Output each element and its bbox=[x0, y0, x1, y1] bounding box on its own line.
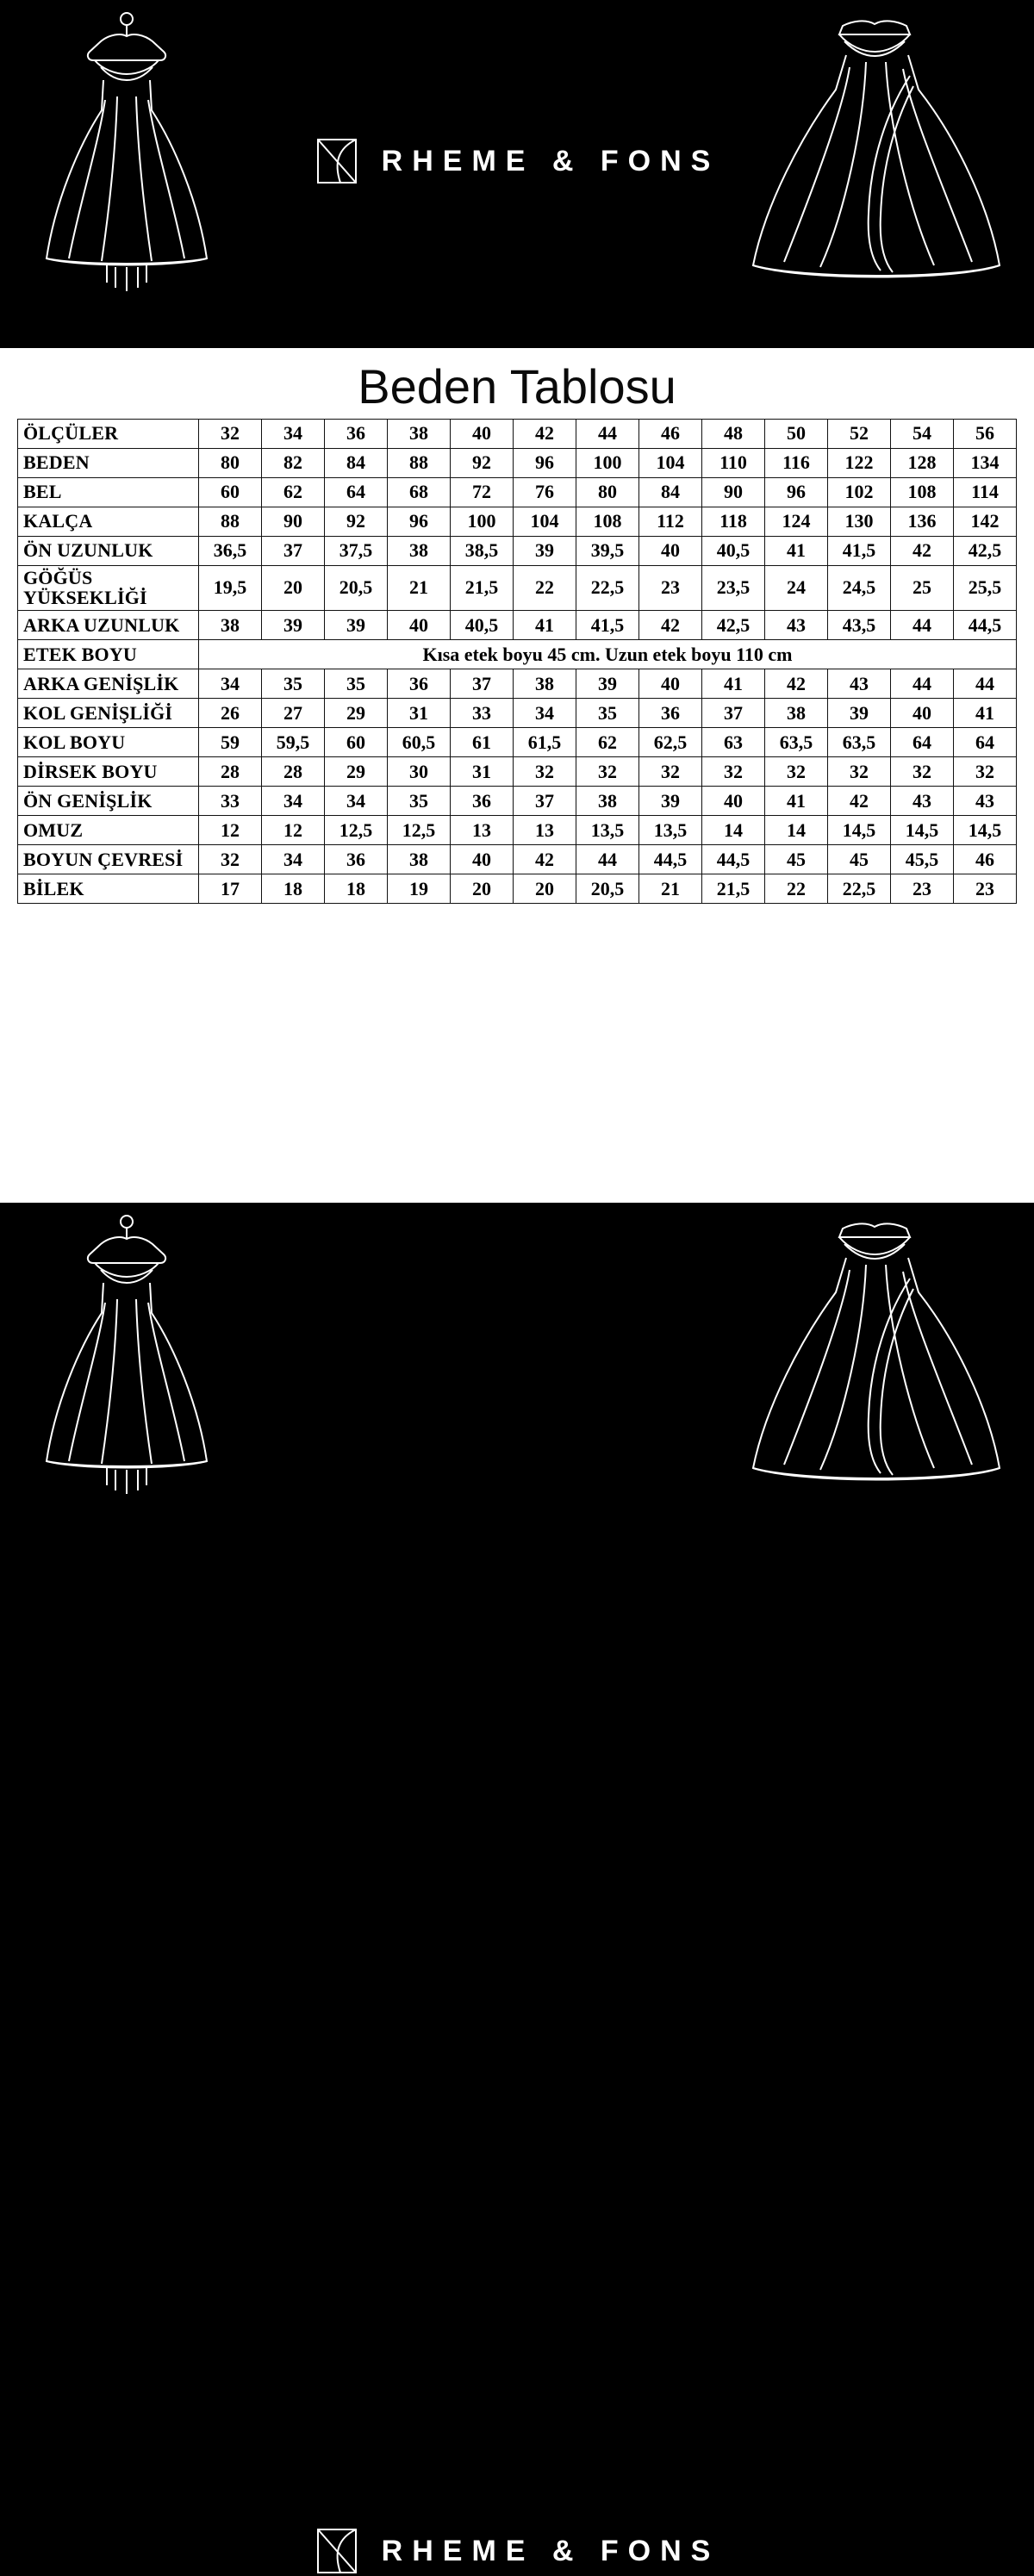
cell: 38 bbox=[576, 787, 639, 816]
cell: 38 bbox=[514, 669, 576, 699]
cell: 88 bbox=[388, 448, 451, 477]
brand-name-bottom: RHEME & FONS bbox=[381, 2534, 720, 2567]
cell: 27 bbox=[262, 699, 325, 728]
cell: 21 bbox=[388, 565, 451, 611]
cell: 82 bbox=[262, 448, 325, 477]
rheme-fons-monogram-icon-bottom bbox=[315, 2526, 359, 2576]
size-table bbox=[17, 419, 1017, 905]
cell: 134 bbox=[954, 448, 1017, 477]
cell: 128 bbox=[891, 448, 954, 477]
cell: 64 bbox=[325, 477, 388, 507]
top-banner bbox=[0, 0, 1034, 348]
cell: 40 bbox=[891, 699, 954, 728]
cell: 40 bbox=[451, 845, 514, 874]
cell: 13,5 bbox=[639, 816, 702, 845]
cell: 38 bbox=[388, 536, 451, 565]
row-label: OMUZ bbox=[18, 816, 199, 845]
cell: 41 bbox=[514, 611, 576, 640]
header-size: 38 bbox=[388, 419, 451, 448]
cell-skirt-note: Kısa etek boyu 45 cm. Uzun etek boyu 110 cm bbox=[199, 640, 1017, 669]
cell: 61,5 bbox=[514, 728, 576, 757]
cell: 14,5 bbox=[828, 816, 891, 845]
cell: 41 bbox=[765, 536, 828, 565]
cell: 38 bbox=[388, 845, 451, 874]
cell: 96 bbox=[514, 448, 576, 477]
table-row bbox=[18, 565, 1017, 611]
table-row bbox=[18, 787, 1017, 816]
cell: 35 bbox=[388, 787, 451, 816]
row-label: ARKA UZUNLUK bbox=[18, 611, 199, 640]
row-label: ÖN UZUNLUK bbox=[18, 536, 199, 565]
cell: 37,5 bbox=[325, 536, 388, 565]
header-size: 56 bbox=[954, 419, 1017, 448]
cell: 12 bbox=[262, 816, 325, 845]
cell: 41,5 bbox=[828, 536, 891, 565]
cell: 40,5 bbox=[702, 536, 765, 565]
table-row bbox=[18, 874, 1017, 904]
cell: 142 bbox=[954, 507, 1017, 536]
cell: 14 bbox=[702, 816, 765, 845]
table-row bbox=[18, 536, 1017, 565]
cell: 32 bbox=[576, 757, 639, 787]
cell: 43,5 bbox=[828, 611, 891, 640]
cell: 63,5 bbox=[765, 728, 828, 757]
cell: 104 bbox=[514, 507, 576, 536]
header-size: 32 bbox=[199, 419, 262, 448]
cell: 41 bbox=[702, 669, 765, 699]
cell: 20 bbox=[262, 565, 325, 611]
cell: 20,5 bbox=[576, 874, 639, 904]
cell: 104 bbox=[639, 448, 702, 477]
cell: 14 bbox=[765, 816, 828, 845]
table-row bbox=[18, 699, 1017, 728]
cell: 60 bbox=[199, 477, 262, 507]
cell: 42 bbox=[514, 845, 576, 874]
cell: 36,5 bbox=[199, 536, 262, 565]
header-size: 42 bbox=[514, 419, 576, 448]
cell: 62,5 bbox=[639, 728, 702, 757]
cell: 14,5 bbox=[954, 816, 1017, 845]
cell: 80 bbox=[576, 477, 639, 507]
cell: 24 bbox=[765, 565, 828, 611]
cell: 36 bbox=[451, 787, 514, 816]
cell: 41 bbox=[954, 699, 1017, 728]
brand-lockup-bottom bbox=[0, 2526, 1034, 2576]
cell: 40 bbox=[639, 536, 702, 565]
cell: 96 bbox=[765, 477, 828, 507]
row-label: ÖN GENİŞLİK bbox=[18, 787, 199, 816]
cell: 41,5 bbox=[576, 611, 639, 640]
cell: 122 bbox=[828, 448, 891, 477]
cell: 32 bbox=[828, 757, 891, 787]
cell: 114 bbox=[954, 477, 1017, 507]
header-measures: ÖLÇÜLER bbox=[18, 419, 199, 448]
cell: 136 bbox=[891, 507, 954, 536]
cell: 13 bbox=[451, 816, 514, 845]
cell: 13,5 bbox=[576, 816, 639, 845]
cell: 39 bbox=[576, 669, 639, 699]
row-label: BEL bbox=[18, 477, 199, 507]
cell: 63,5 bbox=[828, 728, 891, 757]
cell: 22 bbox=[765, 874, 828, 904]
cell: 28 bbox=[262, 757, 325, 787]
cell: 80 bbox=[199, 448, 262, 477]
cell: 39 bbox=[514, 536, 576, 565]
cell: 64 bbox=[891, 728, 954, 757]
cell: 84 bbox=[639, 477, 702, 507]
row-label: KOL GENİŞLİĞİ bbox=[18, 699, 199, 728]
cell: 72 bbox=[451, 477, 514, 507]
cell: 100 bbox=[451, 507, 514, 536]
cell: 38 bbox=[765, 699, 828, 728]
cell: 43 bbox=[891, 787, 954, 816]
cell: 76 bbox=[514, 477, 576, 507]
header-size: 36 bbox=[325, 419, 388, 448]
cell: 44,5 bbox=[639, 845, 702, 874]
cell: 32 bbox=[199, 845, 262, 874]
cell: 118 bbox=[702, 507, 765, 536]
cell: 59,5 bbox=[262, 728, 325, 757]
cell: 43 bbox=[954, 787, 1017, 816]
cell: 37 bbox=[702, 699, 765, 728]
cell: 20 bbox=[451, 874, 514, 904]
cell: 68 bbox=[388, 477, 451, 507]
cell: 45 bbox=[765, 845, 828, 874]
cell: 36 bbox=[388, 669, 451, 699]
cell: 25,5 bbox=[954, 565, 1017, 611]
cell: 14,5 bbox=[891, 816, 954, 845]
cell: 100 bbox=[576, 448, 639, 477]
rheme-fons-monogram-icon bbox=[315, 136, 359, 186]
cell: 35 bbox=[262, 669, 325, 699]
cell: 40,5 bbox=[451, 611, 514, 640]
header-size: 48 bbox=[702, 419, 765, 448]
cell: 42 bbox=[828, 787, 891, 816]
cell: 23,5 bbox=[702, 565, 765, 611]
table-header-row bbox=[18, 419, 1017, 448]
cell: 62 bbox=[576, 728, 639, 757]
cell: 33 bbox=[199, 787, 262, 816]
cell: 108 bbox=[576, 507, 639, 536]
cell: 90 bbox=[702, 477, 765, 507]
cell: 12,5 bbox=[325, 816, 388, 845]
table-row bbox=[18, 477, 1017, 507]
table-row bbox=[18, 669, 1017, 699]
cell: 29 bbox=[325, 699, 388, 728]
header-size: 40 bbox=[451, 419, 514, 448]
cell: 92 bbox=[325, 507, 388, 536]
cell: 32 bbox=[702, 757, 765, 787]
cell: 22 bbox=[514, 565, 576, 611]
cell: 32 bbox=[765, 757, 828, 787]
table-row bbox=[18, 728, 1017, 757]
cell: 33 bbox=[451, 699, 514, 728]
cell: 22,5 bbox=[828, 874, 891, 904]
bridal-gown-icon bbox=[741, 7, 1008, 291]
cell: 35 bbox=[325, 669, 388, 699]
cell: 44 bbox=[954, 669, 1017, 699]
cell: 59 bbox=[199, 728, 262, 757]
row-label: GÖĞÜS YÜKSEKLİĞİ bbox=[18, 565, 199, 611]
header-size: 50 bbox=[765, 419, 828, 448]
cell: 42,5 bbox=[954, 536, 1017, 565]
row-label: BOYUN ÇEVRESİ bbox=[18, 845, 199, 874]
cell: 108 bbox=[891, 477, 954, 507]
cell: 13 bbox=[514, 816, 576, 845]
row-label: BEDEN bbox=[18, 448, 199, 477]
cell: 42 bbox=[765, 669, 828, 699]
cell: 39,5 bbox=[576, 536, 639, 565]
cell: 63 bbox=[702, 728, 765, 757]
row-label: KALÇA bbox=[18, 507, 199, 536]
cell: 31 bbox=[388, 699, 451, 728]
cell: 37 bbox=[514, 787, 576, 816]
cell: 19,5 bbox=[199, 565, 262, 611]
cell: 60,5 bbox=[388, 728, 451, 757]
cell: 42,5 bbox=[702, 611, 765, 640]
cell: 25 bbox=[891, 565, 954, 611]
size-chart-sheet bbox=[0, 348, 1034, 1203]
cell: 124 bbox=[765, 507, 828, 536]
cell: 40 bbox=[639, 669, 702, 699]
header-size: 34 bbox=[262, 419, 325, 448]
table-row bbox=[18, 816, 1017, 845]
cell: 18 bbox=[262, 874, 325, 904]
header-size: 52 bbox=[828, 419, 891, 448]
cell: 12,5 bbox=[388, 816, 451, 845]
row-label: BİLEK bbox=[18, 874, 199, 904]
cell: 31 bbox=[451, 757, 514, 787]
row-label: DİRSEK BOYU bbox=[18, 757, 199, 787]
cell: 34 bbox=[262, 845, 325, 874]
cell: 34 bbox=[262, 787, 325, 816]
bottom-banner bbox=[0, 1203, 1034, 2567]
cell: 26 bbox=[199, 699, 262, 728]
cell: 38,5 bbox=[451, 536, 514, 565]
cell: 22,5 bbox=[576, 565, 639, 611]
cell: 20,5 bbox=[325, 565, 388, 611]
cell: 20 bbox=[514, 874, 576, 904]
cell: 88 bbox=[199, 507, 262, 536]
cell: 42 bbox=[639, 611, 702, 640]
cell: 21,5 bbox=[702, 874, 765, 904]
cell: 42 bbox=[891, 536, 954, 565]
row-label: ARKA GENİŞLİK bbox=[18, 669, 199, 699]
table-row bbox=[18, 640, 1017, 669]
cell: 21,5 bbox=[451, 565, 514, 611]
cell: 44 bbox=[891, 669, 954, 699]
cell: 17 bbox=[199, 874, 262, 904]
bridal-gown-icon-bottom bbox=[741, 1210, 1008, 1494]
cell: 23 bbox=[891, 874, 954, 904]
cell: 43 bbox=[765, 611, 828, 640]
table-row bbox=[18, 611, 1017, 640]
cell: 37 bbox=[451, 669, 514, 699]
cell: 34 bbox=[199, 669, 262, 699]
cell: 61 bbox=[451, 728, 514, 757]
cell: 39 bbox=[262, 611, 325, 640]
cell: 102 bbox=[828, 477, 891, 507]
cell: 46 bbox=[954, 845, 1017, 874]
cell: 39 bbox=[639, 787, 702, 816]
header-size: 54 bbox=[891, 419, 954, 448]
cell: 37 bbox=[262, 536, 325, 565]
cell: 40 bbox=[388, 611, 451, 640]
cell: 34 bbox=[514, 699, 576, 728]
cell: 92 bbox=[451, 448, 514, 477]
cell: 30 bbox=[388, 757, 451, 787]
cell: 90 bbox=[262, 507, 325, 536]
cell: 29 bbox=[325, 757, 388, 787]
cell: 32 bbox=[514, 757, 576, 787]
cell: 45,5 bbox=[891, 845, 954, 874]
cell: 44 bbox=[576, 845, 639, 874]
cell: 110 bbox=[702, 448, 765, 477]
cell: 39 bbox=[325, 611, 388, 640]
brand-name: RHEME & FONS bbox=[381, 144, 720, 177]
header-size: 44 bbox=[576, 419, 639, 448]
cell: 39 bbox=[828, 699, 891, 728]
table-row bbox=[18, 757, 1017, 787]
cell: 38 bbox=[199, 611, 262, 640]
cell: 96 bbox=[388, 507, 451, 536]
cell: 23 bbox=[639, 565, 702, 611]
page-title: Beden Tablosu bbox=[358, 359, 676, 414]
header-size: 46 bbox=[639, 419, 702, 448]
cell: 40 bbox=[702, 787, 765, 816]
cell: 116 bbox=[765, 448, 828, 477]
cell: 32 bbox=[891, 757, 954, 787]
cell: 23 bbox=[954, 874, 1017, 904]
cell: 44,5 bbox=[702, 845, 765, 874]
table-row bbox=[18, 448, 1017, 477]
cell: 45 bbox=[828, 845, 891, 874]
cell: 18 bbox=[325, 874, 388, 904]
cell: 21 bbox=[639, 874, 702, 904]
cell: 44,5 bbox=[954, 611, 1017, 640]
mannequin-gown-icon-bottom bbox=[19, 1210, 234, 1494]
cell: 28 bbox=[199, 757, 262, 787]
cell: 60 bbox=[325, 728, 388, 757]
cell: 12 bbox=[199, 816, 262, 845]
cell: 36 bbox=[639, 699, 702, 728]
cell: 84 bbox=[325, 448, 388, 477]
cell: 36 bbox=[325, 845, 388, 874]
cell: 64 bbox=[954, 728, 1017, 757]
table-row bbox=[18, 507, 1017, 536]
cell: 130 bbox=[828, 507, 891, 536]
row-label: KOL BOYU bbox=[18, 728, 199, 757]
cell: 24,5 bbox=[828, 565, 891, 611]
table-row bbox=[18, 845, 1017, 874]
cell: 34 bbox=[325, 787, 388, 816]
cell: 44 bbox=[891, 611, 954, 640]
cell: 43 bbox=[828, 669, 891, 699]
cell: 19 bbox=[388, 874, 451, 904]
cell: 32 bbox=[954, 757, 1017, 787]
cell: 32 bbox=[639, 757, 702, 787]
cell: 112 bbox=[639, 507, 702, 536]
size-table-wrap bbox=[0, 419, 1034, 905]
cell: 35 bbox=[576, 699, 639, 728]
row-label: ETEK BOYU bbox=[18, 640, 199, 669]
cell: 41 bbox=[765, 787, 828, 816]
cell: 62 bbox=[262, 477, 325, 507]
